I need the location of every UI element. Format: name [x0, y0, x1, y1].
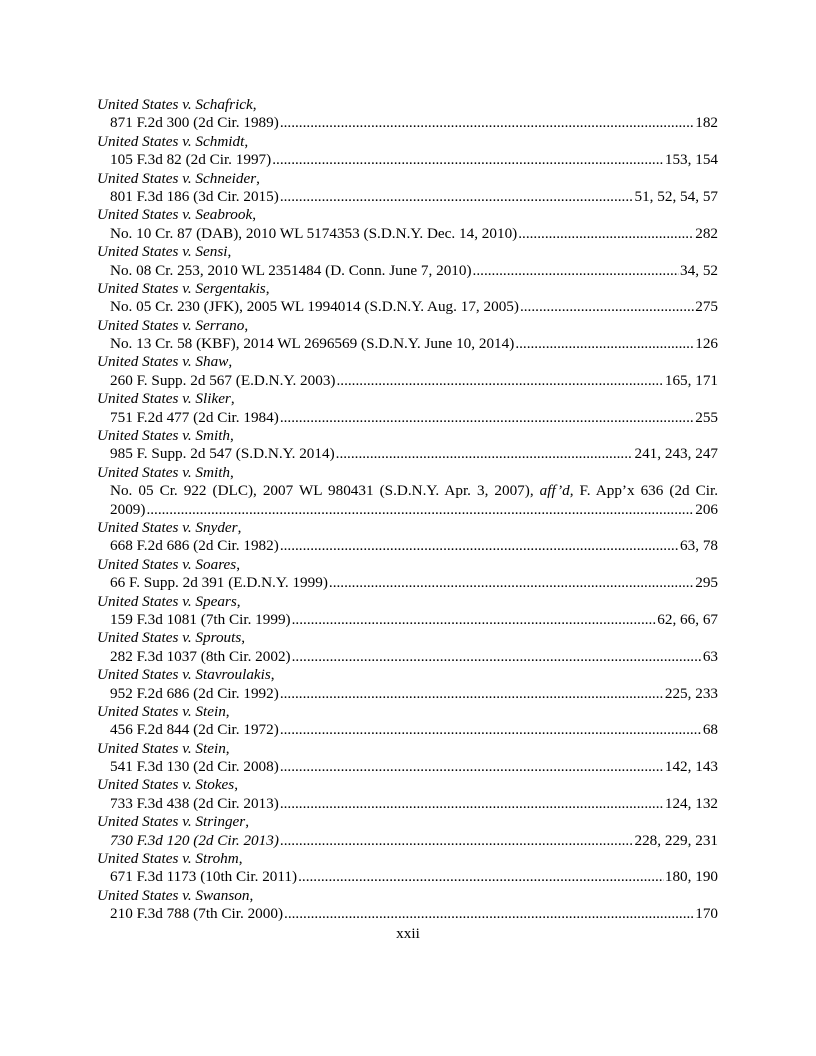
dot-leader	[280, 758, 664, 776]
page-references: 34, 52	[680, 261, 718, 279]
authority-entry	[97, 243, 718, 280]
citation-line	[97, 905, 718, 923]
case-name: United States v. Seabrook,	[97, 206, 257, 224]
case-name: United States v. Spears,	[97, 592, 241, 610]
case-name: United States v. Smith,	[97, 463, 234, 481]
case-name: United States v. Stein,	[97, 702, 230, 720]
page-references: 124, 132	[664, 794, 718, 812]
citation-text: No. 08 Cr. 253, 2010 WL 2351484 (D. Conn. June 7, 2010)	[110, 261, 472, 279]
citation-line	[97, 758, 718, 776]
citation-text: 751 F.2d 477 (2d Cir. 1984)	[110, 408, 279, 426]
case-name: United States v. Smith,	[97, 427, 234, 445]
citation-line	[97, 648, 718, 666]
page-references: 142, 143	[664, 758, 718, 776]
case-name: United States v. Serrano,	[97, 316, 249, 334]
case-name: United States v. Snyder,	[97, 518, 242, 536]
dot-leader	[292, 611, 657, 629]
page-references: 126	[695, 335, 718, 353]
citation-line	[97, 262, 718, 280]
citation-line	[97, 537, 718, 555]
page-references: 255	[695, 408, 718, 426]
case-name: United States v. Stavroulakis,	[97, 666, 275, 684]
case-name: United States v. Schmidt,	[97, 132, 249, 150]
citation-text: No. 05 Cr. 230 (JFK), 2005 WL 1994014 (S.D.N.Y. Aug. 17, 2005)	[110, 298, 519, 316]
citation-line	[97, 611, 718, 629]
citation-text: No. 13 Cr. 58 (KBF), 2014 WL 2696569 (S.D.N.Y. June 10, 2014)	[110, 335, 515, 353]
citation-text: 668 F.2d 686 (2d Cir. 1982)	[110, 537, 279, 555]
citation-text: 541 F.3d 130 (2d Cir. 2008)	[110, 758, 279, 776]
citation-text: 671 F.3d 1173 (10th Cir. 2011)	[110, 868, 298, 886]
case-name: United States v. Shaw,	[97, 353, 233, 371]
page-references: 62, 66, 67	[657, 610, 718, 628]
page-references: 63, 78	[680, 537, 718, 555]
citation-text: 985 F. Supp. 2d 547 (S.D.N.Y. 2014)	[110, 445, 335, 463]
page-references: 63	[702, 647, 718, 665]
citation-line	[97, 795, 718, 813]
authority-entry	[97, 740, 718, 777]
case-name: United States v. Stokes,	[97, 776, 239, 794]
dot-leader	[329, 574, 694, 592]
dot-leader	[292, 648, 702, 666]
citation-line	[97, 335, 718, 353]
page-references: 295	[695, 574, 718, 592]
citation-text: 210 F.3d 788 (7th Cir. 2000)	[110, 905, 284, 923]
authority-entry	[97, 850, 718, 887]
authority-entry	[97, 593, 718, 630]
authority-entry	[97, 464, 718, 519]
dot-leader	[146, 501, 694, 519]
dot-leader	[336, 445, 634, 463]
case-name: United States v. Schafrick,	[97, 96, 257, 113]
citation-line	[97, 298, 718, 316]
authority-entry	[97, 703, 718, 740]
dot-leader	[280, 114, 694, 132]
page-references: 275	[695, 298, 718, 316]
dot-leader	[284, 905, 694, 923]
citation-line	[97, 721, 718, 739]
citation-text: 952 F.2d 686 (2d Cir. 1992)	[110, 684, 279, 702]
citation-text: 282 F.3d 1037 (8th Cir. 2002)	[110, 647, 291, 665]
dot-leader	[518, 225, 694, 243]
case-name: United States v. Strohm,	[97, 850, 243, 868]
dot-leader	[280, 188, 634, 206]
citation-text: 871 F.2d 300 (2d Cir. 1989)	[110, 114, 279, 132]
case-name: United States v. Sensi,	[97, 243, 232, 261]
citation-line	[97, 114, 718, 132]
authority-entry	[97, 887, 718, 924]
authority-entry	[97, 206, 718, 243]
dot-leader	[280, 721, 702, 739]
citation-line	[97, 372, 718, 390]
dot-leader	[280, 685, 664, 703]
citation-text: 733 F.3d 438 (2d Cir. 2013)	[110, 794, 279, 812]
dot-leader	[280, 832, 634, 850]
citation-line	[97, 832, 718, 850]
case-name: United States v. Sliker,	[97, 390, 235, 408]
authority-entry	[97, 813, 718, 850]
page-references: 228, 229, 231	[634, 831, 718, 849]
page-references: 206	[695, 500, 718, 518]
authority-entry	[97, 629, 718, 666]
case-name: United States v. Sergentakis,	[97, 279, 270, 297]
authority-entry	[97, 133, 718, 170]
citation-text: 260 F. Supp. 2d 567 (E.D.N.Y. 2003)	[110, 371, 336, 389]
citation-line	[97, 501, 718, 519]
authority-entry	[97, 170, 718, 207]
page-references: 68	[702, 721, 718, 739]
citation-line	[97, 409, 718, 427]
citation-line	[97, 225, 718, 243]
dot-leader	[280, 537, 679, 555]
table-of-authorities	[97, 96, 718, 924]
citation-text: 801 F.3d 186 (3d Cir. 2015)	[110, 187, 279, 205]
case-name: United States v. Stein,	[97, 739, 230, 757]
authority-entry	[97, 556, 718, 593]
dot-leader	[280, 409, 694, 427]
authority-entry	[97, 427, 718, 464]
page-references: 182	[695, 114, 718, 132]
citation-line	[97, 685, 718, 703]
dot-leader	[272, 151, 664, 169]
page-references: 282	[695, 224, 718, 242]
citation-line	[97, 445, 718, 463]
citation-text: 159 F.3d 1081 (7th Cir. 1999)	[110, 610, 291, 628]
page-number: xxii	[396, 925, 420, 942]
authority-entry	[97, 519, 718, 556]
case-name: United States v. Schneider,	[97, 169, 260, 187]
authority-entry	[97, 666, 718, 703]
dot-leader	[520, 298, 694, 316]
citation-first-line: No. 05 Cr. 922 (DLC), 2007 WL 980431 (S.D.N.Y. Apr. 3, 2007), aff’d, F. App’x 636 (2d Cir.	[110, 482, 719, 500]
citation-text: 2009)	[110, 500, 146, 518]
dot-leader	[298, 868, 664, 886]
citation-text: 105 F.3d 82 (2d Cir. 1997)	[110, 151, 272, 169]
authority-entry	[97, 280, 718, 317]
case-name: United States v. Stringer,	[97, 813, 249, 831]
page-references: 180, 190	[664, 868, 718, 886]
page-references: 241, 243, 247	[634, 445, 718, 463]
authority-entry	[97, 96, 718, 133]
authority-entry	[97, 776, 718, 813]
citation-text: 730 F.3d 120 (2d Cir. 2013)	[110, 831, 279, 849]
page-references: 165, 171	[664, 371, 718, 389]
dot-leader	[515, 335, 694, 353]
authority-entry	[97, 390, 718, 427]
authority-entry	[97, 317, 718, 354]
citation-line	[97, 574, 718, 592]
case-name: United States v. Soares,	[97, 555, 240, 573]
citation-text: 456 F.2d 844 (2d Cir. 1972)	[110, 721, 279, 739]
dot-leader	[280, 795, 664, 813]
case-name: United States v. Sprouts,	[97, 629, 246, 647]
page-references: 51, 52, 54, 57	[634, 187, 718, 205]
page-references: 225, 233	[664, 684, 718, 702]
citation-text: 66 F. Supp. 2d 391 (E.D.N.Y. 1999)	[110, 574, 328, 592]
page-references: 153, 154	[664, 151, 718, 169]
authority-entry	[97, 353, 718, 390]
citation-line	[97, 868, 718, 886]
dot-leader	[473, 262, 679, 280]
citation-line	[97, 188, 718, 206]
citation-line	[97, 151, 718, 169]
case-name: United States v. Swanson,	[97, 886, 254, 904]
page-references: 170	[695, 905, 718, 923]
citation-text: No. 10 Cr. 87 (DAB), 2010 WL 5174353 (S.D.N.Y. Dec. 14, 2010)	[110, 224, 518, 242]
dot-leader	[336, 372, 663, 390]
